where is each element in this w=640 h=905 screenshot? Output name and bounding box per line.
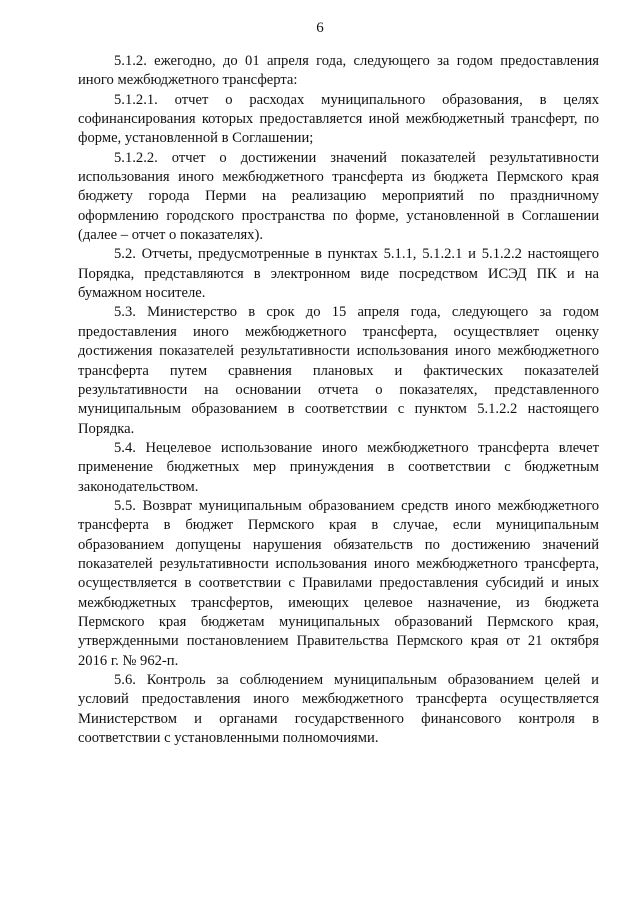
paragraph-5-1-2: 5.1.2. ежегодно, до 01 апреля года, следующего за годом предоставления иного межбюджетного трансферта: [78,53,599,89]
document-body [78,52,599,748]
paragraph-5-5: 5.5. Возврат муниципальным образованием средств иного межбюджетного трансферта в бюджет Пермского края в случае, если муниципальным образованием допущены нарушения обязательств по достижению значений показателей результативности использования иного межбюджетного трансферта, осуществляется в соответствии с Правилами предоставления субсидий и иных межбюджетных трансфертов, имеющих целевое назначение, из бюджета Пермского края бюджетам муниципальных образований Пермского края, утвержденными постановлением Правительства Пермского края от 21 октября 2016 г. № 962-п. [78,497,599,669]
paragraph-5-1-2-1: 5.1.2.1. отчет о расходах муниципального образования, в целях софинансирования которых предоставляется иной межбюджетный трансферт, по форме, установленной в Соглашении; [78,91,599,147]
page-number: 6 [316,20,324,36]
paragraph-5-6: 5.6. Контроль за соблюдением муниципальным образованием целей и условий предоставления иного межбюджетного трансферта осуществляется Министерством и органами государственного финансового контроля в соответствии с установленными полномочиями. [78,672,599,747]
paragraph-5-2: 5.2. Отчеты, предусмотренные в пунктах 5.1.1, 5.1.2.1 и 5.1.2.2 настоящего Порядка, представляются в электронном виде посредством ИСЭД ПК и на бумажном носителе. [78,246,599,302]
paragraph-5-3: 5.3. Министерство в срок до 15 апреля года, следующего за годом предоставления иного межбюджетного трансферта, осуществляет оценку достижения показателей результативности использования иного межбюджетного трансферта путем сравнения плановых и фактических показателей результативности на основании отчета о показателях, представленного муниципальным образованием в соответствии с пунктом 5.1.2.2 настоящего Порядка. [78,304,599,437]
paragraph-5-4: 5.4. Нецелевое использование иного межбюджетного трансферта влечет применение бюджетных мер принуждения в соответствии с бюджетным законодательством. [78,439,599,495]
paragraph-5-1-2-2: 5.1.2.2. отчет о достижении значений показателей результативности использования иного межбюджетного трансферта из бюджета Пермского края бюджету города Перми на реализацию мероприятий по праздничному оформлению городского пространства по форме, установленной в Соглашении (далее – отчет о показателях). [78,149,599,244]
